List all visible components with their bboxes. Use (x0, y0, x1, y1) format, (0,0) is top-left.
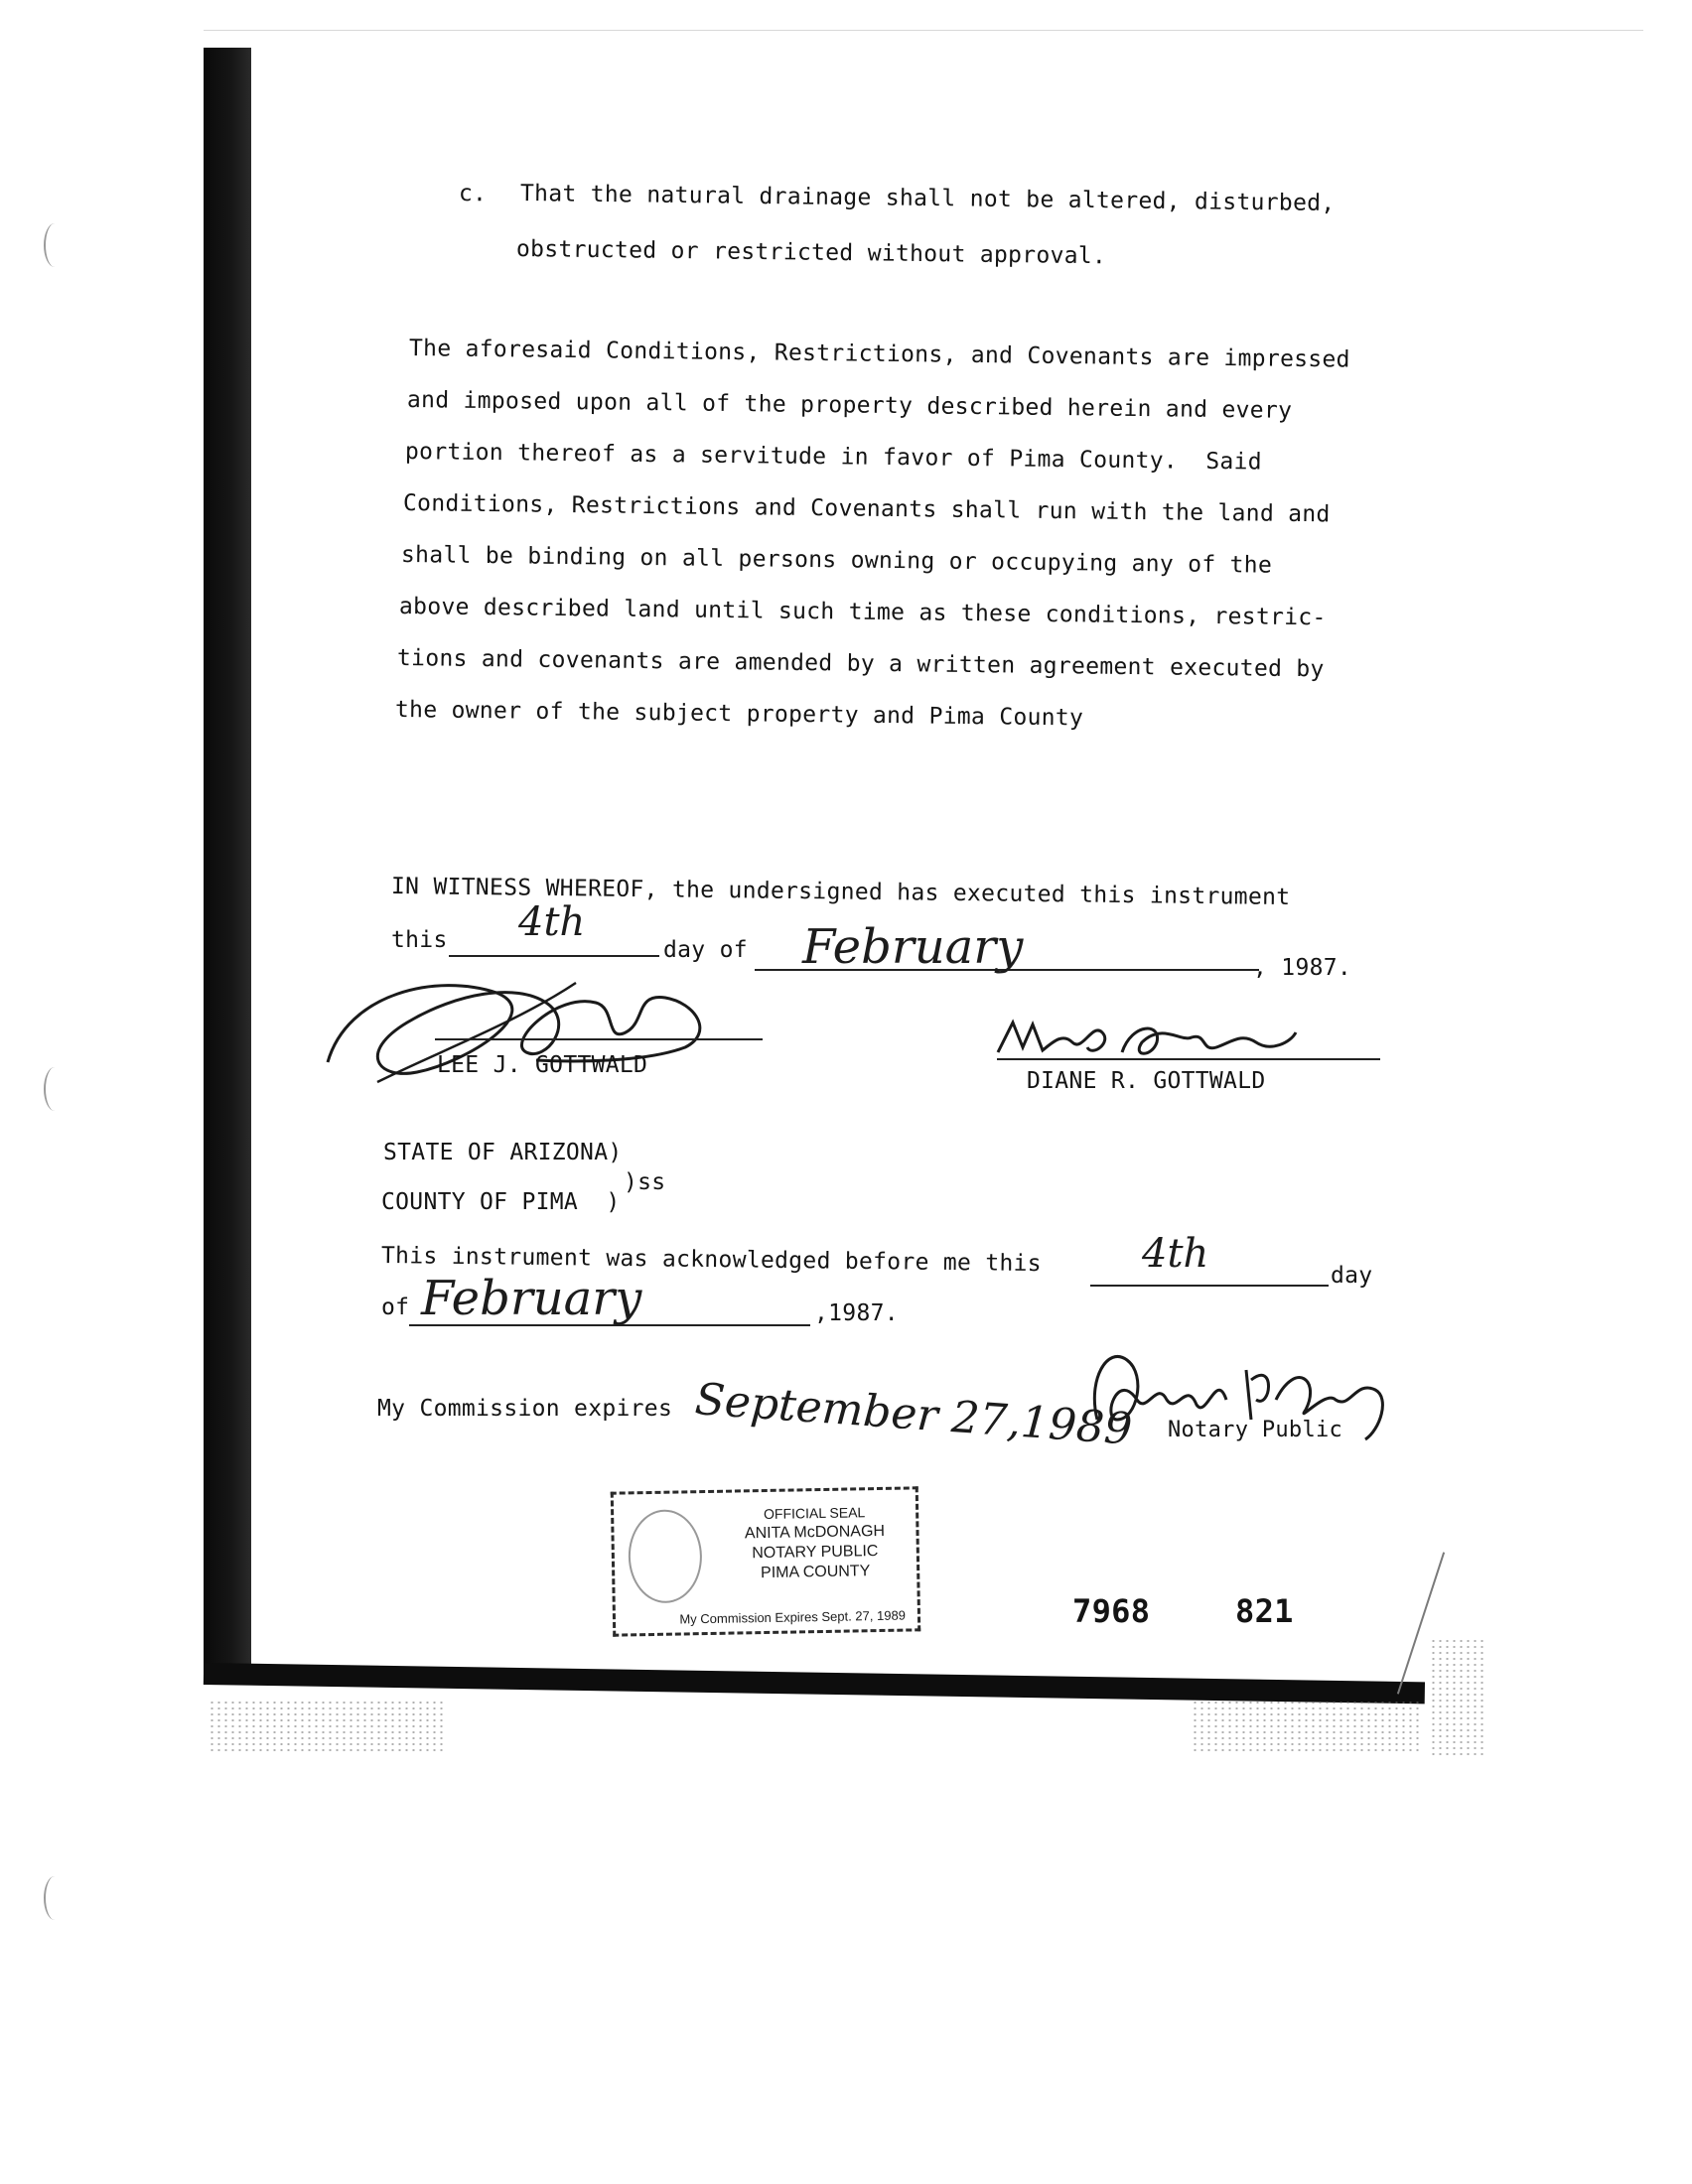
venue-ss: )ss (624, 1169, 666, 1195)
paragraph-line: The aforesaid Conditions, Restrictions, and Covenants are impressed (408, 336, 1350, 373)
paragraph-line: above described land until such time as these conditions, restric- (398, 594, 1327, 631)
condition-text-line1: That the natural drainage shall not be altered, disturbed, (519, 181, 1336, 217)
acknowledgment-month-handwritten: February (421, 1271, 642, 1326)
venue-county: COUNTY OF PIMA ) (381, 1189, 621, 1215)
blank-line (1090, 1285, 1329, 1287)
paragraph-line: the owner of the subject property and Pima County (394, 697, 1084, 732)
scan-left-shadow (204, 48, 251, 1676)
signature-diane-gottwald (993, 1003, 1311, 1072)
acknowledgment-day-word: day (1331, 1263, 1373, 1289)
paragraph-line: Conditions, Restrictions and Covenants shall run with the land and (402, 490, 1331, 528)
witness-day-handwritten: 4th (518, 899, 586, 945)
punch-hole (44, 223, 66, 267)
witness-month-handwritten: February (802, 919, 1024, 975)
punch-hole (44, 1067, 66, 1111)
signature-line (435, 1038, 763, 1040)
scan-noise (209, 1700, 447, 1754)
page-number: 821 (1235, 1592, 1294, 1630)
venue-state: STATE OF ARIZONA) (383, 1140, 623, 1165)
acknowledgment-line: This instrument was acknowledged before me this (380, 1243, 1043, 1278)
condition-text-line2: obstructed or restricted without approval. (515, 236, 1107, 270)
acknowledgment-day-handwritten: 4th (1142, 1231, 1209, 1277)
paragraph-line: and imposed upon all of the property described herein and every (406, 387, 1293, 424)
witness-this: this (391, 927, 448, 953)
acknowledgment-year: ,1987. (814, 1300, 899, 1326)
signer-1-name: LEE J. GOTTWALD (437, 1052, 648, 1078)
paragraph-line: portion thereof as a servitude in favor of Pima County. Said (404, 439, 1263, 476)
scan-noise (1430, 1638, 1484, 1757)
seal-line-3: NOTARY PUBLIC (752, 1543, 879, 1563)
condition-label: c. (458, 181, 488, 207)
signature-line (997, 1058, 1380, 1060)
official-notary-seal (611, 1486, 921, 1636)
scan-noise (1192, 1700, 1420, 1754)
commission-date-handwritten: September 27,1989 (693, 1374, 1134, 1455)
seal-line-1: OFFICIAL SEAL (763, 1504, 866, 1523)
scan-bottom-shadow (204, 1663, 1425, 1704)
notary-title: Notary Public (1168, 1418, 1343, 1442)
seal-expires: My Commission Expires Sept. 27, 1989 (679, 1607, 907, 1627)
paragraph-line: shall be binding on all persons owning or occupying any of the (400, 542, 1273, 579)
seal-line-4: PIMA COUNTY (760, 1563, 871, 1582)
commission-label: My Commission expires (377, 1396, 673, 1422)
acknowledgment-of: of (381, 1295, 410, 1320)
witness-year: , 1987. (1253, 955, 1352, 981)
docket-number: 7968 (1072, 1592, 1151, 1630)
seal-emboss-icon (628, 1509, 703, 1603)
paragraph-line: tions and covenants are amended by a written agreement executed by (396, 645, 1325, 683)
seal-line-2: ANITA McDONAGH (744, 1522, 886, 1543)
punch-hole (44, 1876, 66, 1920)
signer-2-name: DIANE R. GOTTWALD (1027, 1068, 1266, 1094)
scan-top-edge (204, 30, 1643, 31)
witness-day-of: day of (663, 937, 748, 963)
witness-line: IN WITNESS WHEREOF, the undersigned has executed this instrument (390, 874, 1291, 911)
